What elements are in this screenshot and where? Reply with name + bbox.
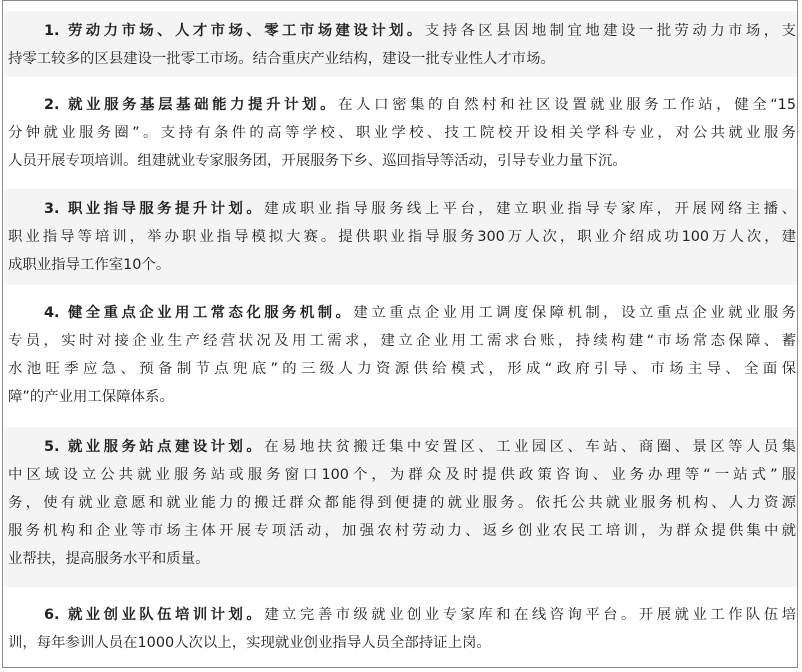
plan-line bbox=[4, 195, 797, 223]
plan-line: 人员开展专项培训。组建就业专家服务团，开展服务下乡、巡回指导等活动，引导专业力量下沉。 bbox=[8, 153, 627, 169]
plan-line: 职业指导等培训，举办职业指导模拟大赛。提供职业指导服务300万人次，职业介绍成功100万人次，建 bbox=[8, 229, 796, 245]
plan-item-5 bbox=[4, 427, 797, 587]
plan-line: 障”的产业用工保障体系。 bbox=[8, 389, 174, 405]
plan-line: 训，每年参训人员在1000人次以上，实现就业创业指导人员全部持证上岗。 bbox=[8, 635, 491, 651]
plan-line bbox=[4, 299, 797, 327]
plan-line: 专员，实时对接企业生产经营状况及用工需求，建立企业用工需求台账，持续构建“市场常态保障、蓄 bbox=[8, 333, 796, 349]
plan-line: 成职业指导工作室10个。 bbox=[8, 257, 171, 273]
plan-line bbox=[4, 601, 797, 629]
plan-line: 务，使有就业意愿和就业能力的搬迁群众都能得到便捷的就业服务。依托公共就业服务机构、人力资源 bbox=[8, 495, 796, 511]
plan-item-4 bbox=[4, 293, 797, 421]
plan-text: 在易地扶贫搬迁集中安置区、工业园区、车站、商圈、景区等人员集 bbox=[264, 439, 796, 455]
plan-text: 建立重点企业用工调度保障机制，设立重点企业就业服务 bbox=[353, 305, 796, 321]
plan-heading: 4. 健全重点企业用工常态化服务机制。 bbox=[44, 305, 354, 321]
plan-line: 业帮扶，提高服务水平和质量。 bbox=[8, 551, 210, 567]
plan-heading: 6. 就业创业队伍培训计划。 bbox=[44, 607, 265, 623]
plan-line: 分钟就业服务圈”。支持有条件的高等学校、职业学校、技工院校开设相关学科专业，对公共就业服务 bbox=[8, 125, 796, 141]
plan-text: 建立完善市级就业创业专家库和在线咨询平台。开展就业工作队伍培 bbox=[264, 607, 796, 623]
plan-line bbox=[4, 17, 797, 45]
document-frame bbox=[2, 0, 798, 668]
plan-line bbox=[4, 91, 797, 119]
plan-heading: 3. 职业指导服务提升计划。 bbox=[44, 201, 265, 217]
plan-text: 建成职业指导服务线上平台，建立职业指导专家库，开展网络主播、 bbox=[264, 201, 796, 217]
plan-heading: 2. 就业服务基层基础能力提升计划。 bbox=[44, 97, 339, 113]
plan-heading: 5. 就业服务站点建设计划。 bbox=[44, 439, 265, 455]
plan-item-3 bbox=[4, 189, 797, 285]
plan-heading: 1. 劳动力市场、人才市场、零工市场建设计划。 bbox=[44, 23, 425, 39]
plan-line: 水池旺季应急、预备制节点兜底”的三级人力资源供给模式，形成“政府引导、市场主导、全面保 bbox=[8, 361, 796, 377]
plan-line bbox=[4, 433, 797, 461]
plan-line: 服务机构和企业等市场主体开展专项活动，加强农村劳动力、返乡创业农民工培训，为群众提供集中就 bbox=[8, 523, 796, 539]
plan-text: 支持各区县因地制宜地建设一批劳动力市场，支 bbox=[424, 23, 796, 39]
plan-line: 持零工较多的区县建设一批零工市场。结合重庆产业结构，建设一批专业性人才市场。 bbox=[8, 51, 555, 67]
plan-item-6 bbox=[4, 595, 797, 665]
plan-line: 中区域设立公共就业服务站或服务窗口100个，为群众及时提供政策咨询、业务办理等“一站式”服 bbox=[8, 467, 796, 483]
plan-item-2 bbox=[4, 85, 797, 185]
plan-text: 在人口密集的自然村和社区设置就业服务工作站，健全“15 bbox=[338, 97, 796, 113]
plan-item-1 bbox=[4, 11, 797, 77]
